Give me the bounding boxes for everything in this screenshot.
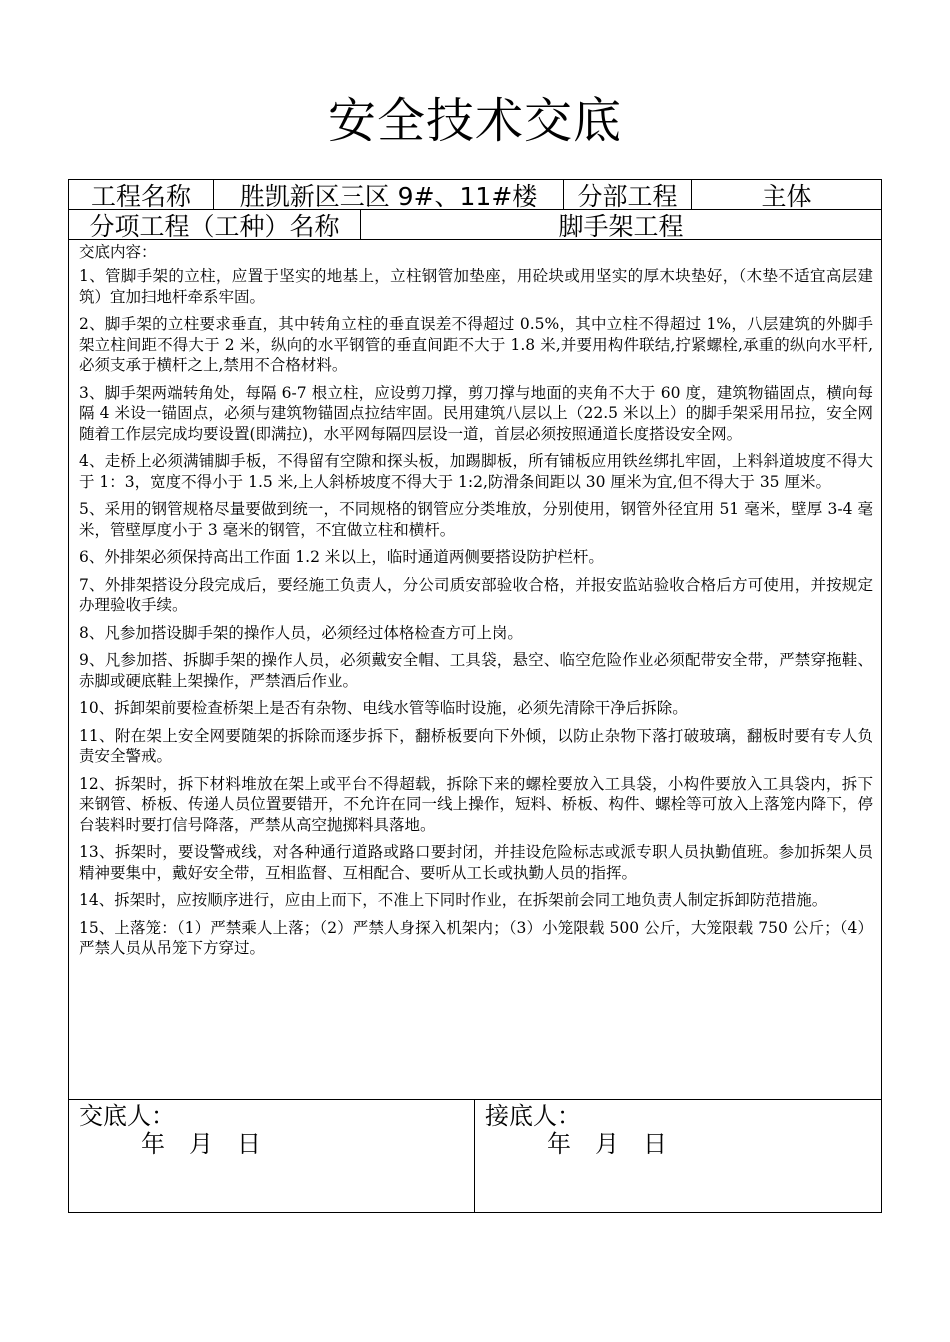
receiver-signature-cell	[475, 1100, 881, 1212]
content-paragraph: 4、走桥上必须满铺脚手板，不得留有空隙和探头板，加踢脚板，所有铺板应用铁丝绑扎牢固，上料斜道坡度不得大于 1：3，宽度不得小于 1.5 米,上人斜桥坡度不得大于 1:2,防滑条间距以 30 厘米为宜,但不得大于 35 厘米。	[79, 452, 873, 491]
content-paragraph: 3、脚手架两端转角处，每隔 6-7 根立柱，应设剪刀撑，剪刀撑与地面的夹角不大于 60 度，建筑物锚固点，横向每隔 4 米设一锚固点，必须与建筑物锚固点拉结牢固。民用建筑八层以上（22.5 米以上）的脚手架采用吊拉，安全网随着工作层完成均要设置(即满拉)，水平网每隔四层设一道，首层必须按照通道长度搭设安全网。	[79, 383, 873, 443]
item-name-value: 脚手架工程	[558, 211, 684, 239]
content-paragraph: 8、凡参加搭设脚手架的操作人员，必须经过体格检查方可上岗。	[79, 623, 523, 642]
content-paragraph: 15、上落笼：（1）严禁乘人上落；（2）严禁人身探入机架内；（3）小笼限载 500 公斤，大笼限载 750 公斤；（4）严禁人员从吊笼下方穿过。	[79, 918, 873, 957]
content-label: 交底内容：	[79, 243, 157, 261]
giver-signature-cell	[69, 1100, 475, 1212]
content-paragraph: 14、拆架时，应按顺序进行，应由上而下，不准上下同时作业，在拆架前会同工地负责人制定拆卸防范措施。	[79, 891, 828, 909]
content-paragraph: 11、附在架上安全网要随架的拆除而逐步拆下，翻桥板要向下外倾，以防止杂物下落打破玻璃，翻板时要有专人负责安全警戒。	[79, 726, 873, 765]
signature-row	[69, 1100, 881, 1212]
page-title: 安全技术交底	[327, 93, 622, 149]
content-paragraph: 5、采用的钢管规格尽量要做到统一，不同规格的钢管应分类堆放，分别使用，钢管外径宜用 51 毫米，壁厚 3-4 毫米，管壁厚度小于 3 毫米的钢管，不宜做立柱和横杆。	[79, 500, 873, 539]
receiver-date: 年 月 日	[547, 1130, 667, 1158]
giver-label: 交底人：	[79, 1102, 175, 1130]
content-paragraph: 6、外排架必须保持高出工作面 1.2 米以上，临时通道两侧要搭设防护栏杆。	[79, 548, 604, 566]
content-paragraph: 13、拆架时，要设警戒线，对各种通行道路或路口要封闭，并挂设危险标志或派专职人员执勤值班。参加拆架人员精神要集中，戴好安全带，互相监督、互相配合、要听从工长或执勤人员的指挥。	[79, 843, 873, 882]
content-paragraph: 7、外排架搭设分段完成后，要经施工负责人，分公司质安部验收合格，并报安监站验收合格后方可使用，并按规定办理验收手续。	[79, 575, 873, 614]
sub-project-value: 主体	[761, 181, 812, 209]
receiver-label: 接底人：	[485, 1102, 581, 1130]
disclosure-content	[69, 240, 881, 1100]
project-name-value: 胜凯新区三区 9#、11#楼	[214, 180, 564, 209]
item-name-label: 分项工程（工种）名称	[69, 210, 361, 239]
content-paragraph: 9、凡参加搭、拆脚手架的操作人员，必须戴安全帽、工具袋，悬空、临空危险作业必须配带安全带，严禁穿拖鞋、赤脚或硬底鞋上架操作，严禁酒后作业。	[79, 651, 873, 690]
content-paragraph: 1、管脚手架的立柱，应置于坚实的地基上，立柱钢管加垫座，用砼块或用坚实的厚木块垫好，（木垫不适宜高层建筑）宜加扫地杆牵系牢固。	[79, 267, 873, 306]
giver-date: 年 月 日	[141, 1130, 261, 1158]
sub-project-label: 分部工程	[564, 180, 692, 209]
content-paragraph: 10、拆卸架前要检查桥架上是否有杂物、电线水管等临时设施，必须先清除干净后拆除。	[79, 699, 688, 717]
content-paragraph: 2、脚手架的立柱要求垂直，其中转角立柱的垂直误差不得超过 0.5%，其中立柱不得超过 1%，八层建筑的外脚手架立柱间距不得大于 2 米，纵向的水平钢管的垂直间距不大于 1.8 米,并要用构件联结,拧紧螺栓,承重的纵向水平杆,必须支承于横杆之上,禁用不合格材料。	[79, 315, 873, 374]
project-name-label: 工程名称	[69, 180, 214, 209]
content-paragraph: 12、拆架时，拆下材料堆放在架上或平台不得超载，拆除下来的螺栓要放入工具袋，小构件要放入工具袋内，拆下来钢管、桥板、传递人员位置要错开，不允许在同一线上操作，短料、桥板、构件、螺栓等可放入上落笼内降下，停台装料时要打信号降落，严禁从高空抛掷料具落地。	[79, 774, 873, 834]
project-row	[69, 180, 881, 210]
item-row	[69, 210, 881, 240]
disclosure-form	[68, 179, 882, 1213]
